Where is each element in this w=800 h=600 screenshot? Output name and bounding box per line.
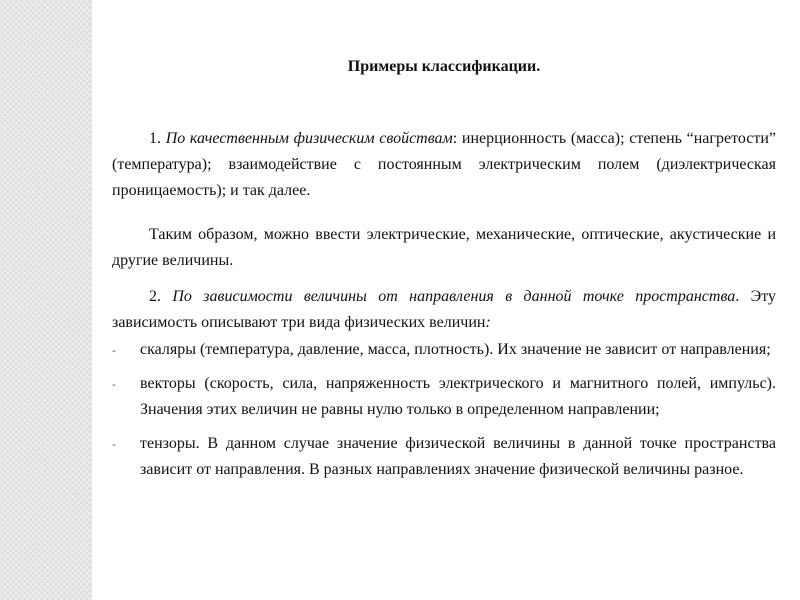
bullet-marker: - [112, 437, 116, 451]
paragraph-italic-heading: По зависимости величины от направления в данной точке пространства [172, 288, 736, 305]
list-item-scalars [112, 337, 776, 363]
quantity-types-list [112, 337, 776, 491]
paragraph-summary: Таким образом, можно ввести электрические, механические, оптические, акустические и другие величины. [112, 226, 776, 269]
bullet-marker: - [112, 377, 116, 391]
slide-title: Примеры классификации. [347, 58, 541, 75]
list-item-text: векторы (скорость, сила, напряженность электрического и магнитного полей, импульс). Значения этих величин не равны нулю только в определенном направлении; [140, 375, 776, 418]
decorative-side-strip [0, 0, 92, 600]
paragraph-number: 2. [149, 288, 161, 305]
bullet-marker: - [112, 343, 116, 357]
paragraph-body: : инерционность (масса); степень “нагретости” (температура); взаимодействие с постоянным электрическим полем (диэлектрическая проницаемость); и так далее. [112, 130, 776, 199]
paragraph-quality-classification [112, 126, 776, 204]
list-item-text: скаляры (температура, давление, масса, плотность). Их значение не зависит от направления; [140, 341, 771, 358]
list-item-vectors [112, 371, 776, 423]
list-item-tensors [112, 431, 776, 483]
slide [92, 0, 800, 600]
paragraph-number: 1. [149, 130, 161, 147]
paragraph-direction-classification [112, 284, 776, 336]
paragraph-body: . Эту зависимость описывают три вида физических величин [112, 288, 777, 331]
paragraph-italic-heading: По качественным физическим свойствам [165, 130, 453, 147]
list-item-text: тензоры. В данном случае значение физической величины в данной точке пространства зависит от направления. В разных направлениях значение физической величины разное. [140, 435, 776, 478]
paragraph-colon: : [485, 314, 491, 331]
